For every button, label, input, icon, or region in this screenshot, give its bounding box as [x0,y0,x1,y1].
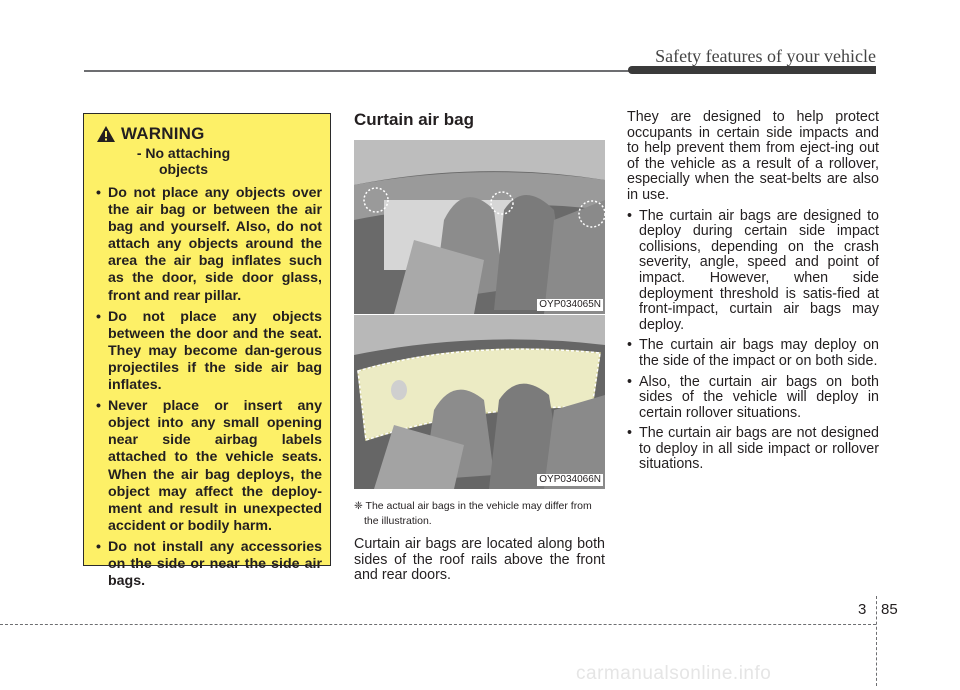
image-code: OYP034066N [539,474,601,485]
page-number: 85 [881,601,898,618]
interior-photo-bottom [354,315,605,489]
image-code: OYP034065N [539,299,601,310]
warning-item: • Do not place any objects between the door and the seat. They may become dan-gerous projectiles if the side air bag inflates. [96,308,322,394]
curtain-airbag-section [354,110,605,584]
warning-triangle-icon [96,125,116,143]
details-bullet: • The curtain air bags may deploy on the side of the impact or on both side. [627,337,879,369]
warning-item: • Do not place any objects over the air bag or between the air bag and yourself. Also, do not attach any objects around the area the air bag inflates such as the door, side door glass, front and rear pillar. [96,185,322,304]
curtain-airbag-details [627,110,879,478]
chapter-number: 3 [858,601,867,618]
details-bullet: • The curtain air bags are designed to deploy during certain side impact collisions, depending on the crash severity, angle, speed and point of impact. However, when side deployment threshold is satis-fied at front-impact, curtain air bags may deploy. [627,207,879,333]
curtain-airbag-title: Curtain air bag [354,110,474,129]
watermark: carmanualsonline.info [576,663,772,684]
warning-subtitle: - No attaching objects [136,145,231,177]
curtain-body-text: Curtain air bags are located along both sides of the roof rails above the front and rear doors. [354,536,605,584]
footer-rule [0,624,876,625]
warning-word: WARNING [121,124,205,143]
details-intro: They are designed to help protect occupants in certain side impacts and to help prevent them from eject-ing out of the vehicle as a result of a rollover, especially when the seat-belts are also in use. [627,109,879,203]
header-tab [628,66,876,74]
warning-box [83,113,331,590]
details-bullet: • The curtain air bags are not designed to deploy in all side impact or rollover situations. [627,425,879,473]
illustration-note: ❈ The actual air bags in the vehicle may differ from the illustration. [354,500,592,527]
warning-item: • Never place or insert any object into any small opening near side airbag labels attached to the vehicle seats. When the air bag deploys, the object may affect the deploy-ment and result in unexpected accident or bodily harm. [96,398,322,534]
section-header: Safety features of your vehicle [655,46,876,66]
interior-photo-top [354,140,605,314]
warning-heading [96,124,322,177]
warning-item: • Do not install any accessories on the side or near the side air bags. [96,538,322,590]
details-bullet: • Also, the curtain air bags on both sides of the vehicle will deploy in certain rollover situations. [627,373,879,421]
footer-vertical-rule [876,596,877,686]
